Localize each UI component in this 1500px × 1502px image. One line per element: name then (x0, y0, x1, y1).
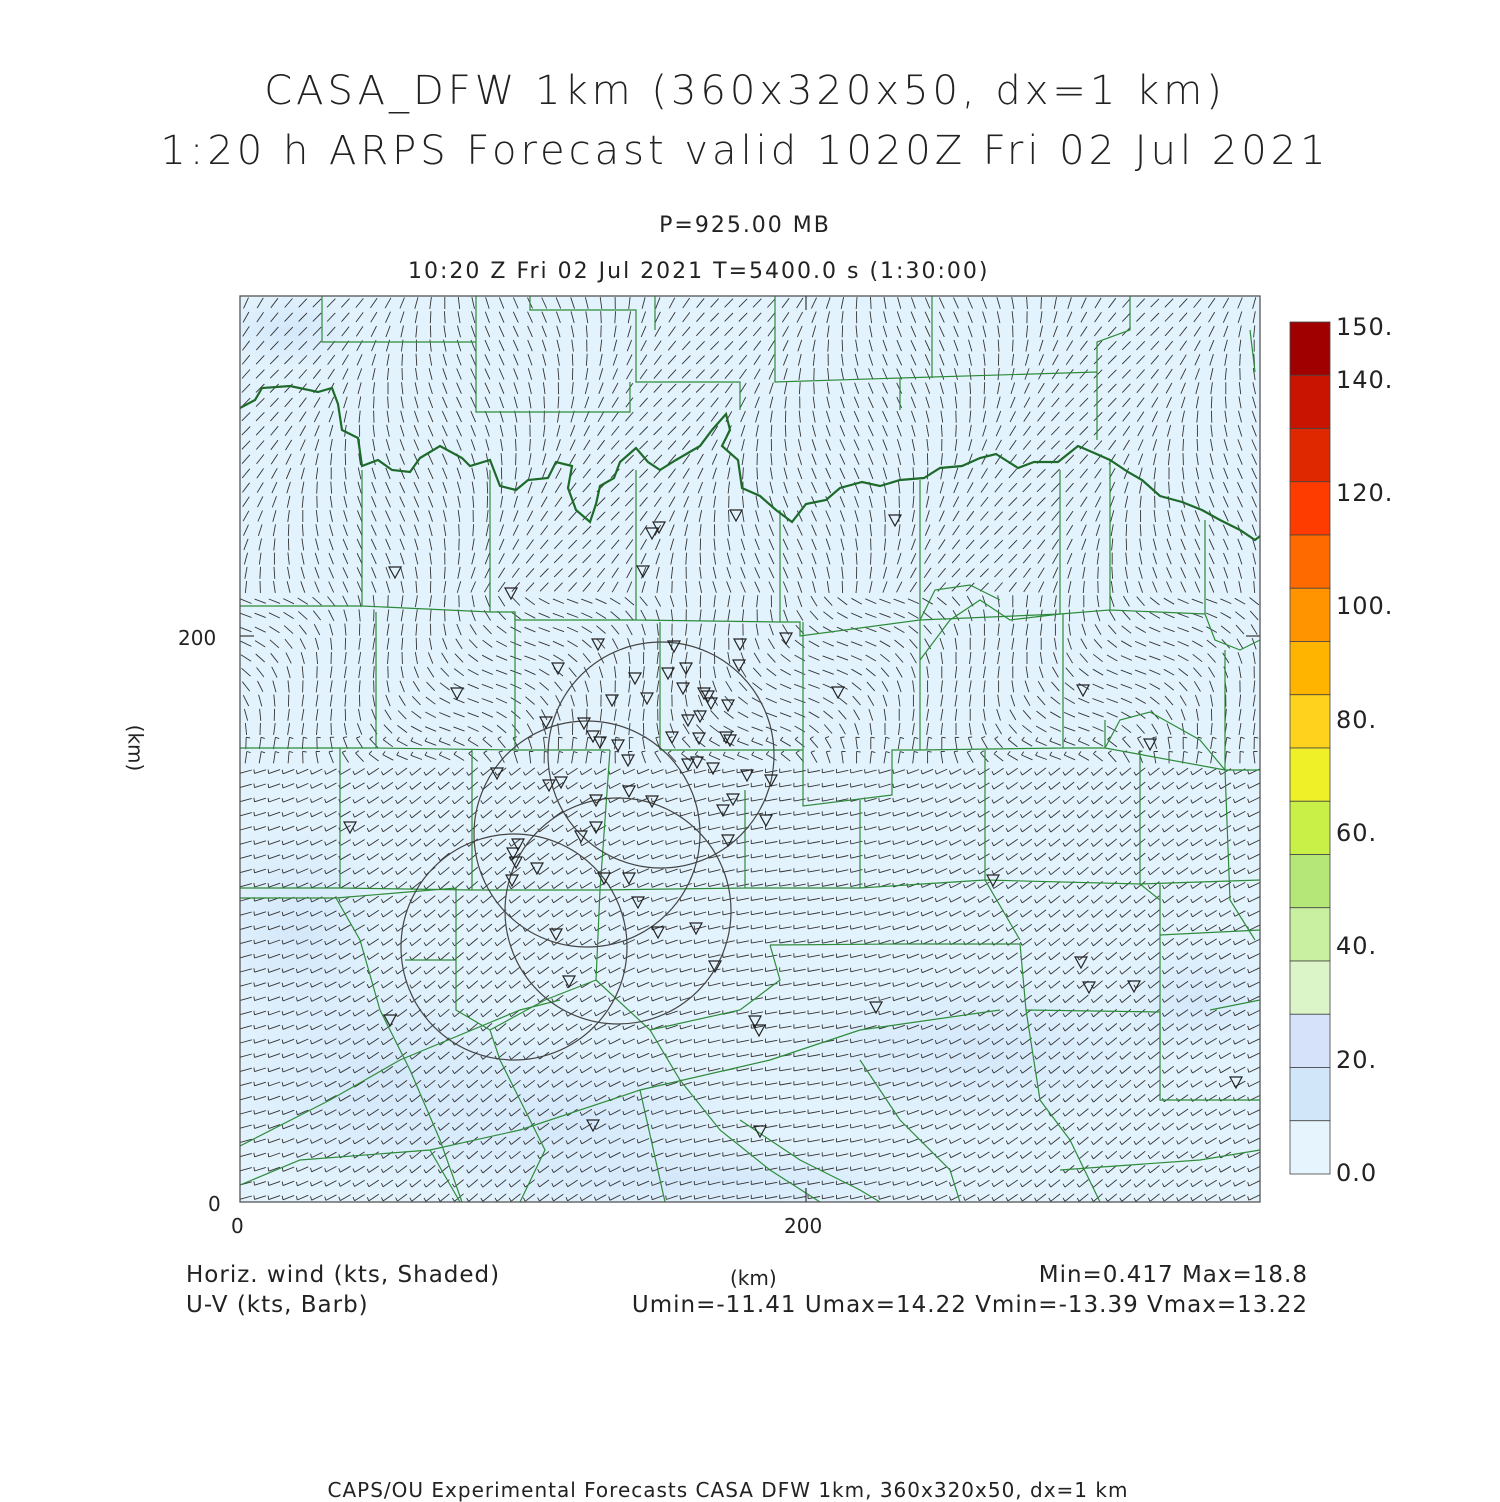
colorbar-label-0: 0.0 (1336, 1159, 1378, 1187)
field-barb-label: U-V (kts, Barb) (186, 1292, 369, 1318)
title-line1: CASA_DFW 1km (360x320x50, dx=1 km) (264, 68, 1226, 114)
colorbar-segment (1290, 482, 1330, 535)
colorbar-segment (1290, 1068, 1330, 1121)
colorbar-label-120: 120. (1336, 479, 1394, 507)
colorbar-segment (1290, 855, 1330, 908)
field-shaded-label: Horiz. wind (kts, Shaded) (186, 1262, 501, 1288)
colorbar-segment (1290, 748, 1330, 801)
min-max-values: Min=0.417 Max=18.8 (1038, 1262, 1308, 1288)
colorbar-segment (1290, 961, 1330, 1014)
x-tick-200: 200 (784, 1214, 823, 1238)
colorbar-label-40: 40. (1336, 932, 1378, 960)
colorbar-label-60: 60. (1336, 819, 1378, 847)
colorbar-segment (1290, 695, 1330, 748)
colorbar-segment (1290, 1121, 1330, 1174)
colorbar-segment (1290, 588, 1330, 641)
colorbar-segment (1290, 322, 1330, 375)
colorbar-label-140: 140. (1336, 366, 1394, 394)
colorbar-label-80: 80. (1336, 706, 1378, 734)
x-axis-label: (km) (730, 1266, 777, 1290)
credit-line: CAPS/OU Experimental Forecasts CASA DFW 1km, 360x320x50, dx=1 km (327, 1478, 1129, 1502)
colorbar-segment (1290, 375, 1330, 428)
colorbar-segment (1290, 1014, 1330, 1067)
colorbar-segment (1290, 642, 1330, 695)
y-tick-200: 200 (178, 626, 217, 650)
colorbar-label-20: 20. (1336, 1046, 1378, 1074)
y-axis-label: (km) (123, 724, 148, 772)
x-tick-0: 0 (231, 1214, 244, 1238)
colorbar-segment (1290, 801, 1330, 854)
y-tick-0: 0 (208, 1192, 221, 1216)
colorbar-label-100: 100. (1336, 592, 1394, 620)
colorbar-label-150: 150. (1336, 313, 1394, 341)
valid-time: 10:20 Z Fri 02 Jul 2021 T=5400.0 s (1:30:00) (408, 259, 990, 284)
uv-range-values: Umin=-11.41 Umax=14.22 Vmin=-13.39 Vmax=13.22 (631, 1292, 1308, 1318)
title-line2: 1:20 h ARPS Forecast valid 1020Z Fri 02 Jul 2021 (160, 128, 1330, 174)
pressure-level: P=925.00 MB (659, 213, 831, 238)
colorbar-segment (1290, 429, 1330, 482)
colorbar-segment (1290, 908, 1330, 961)
colorbar-segment (1290, 535, 1330, 588)
